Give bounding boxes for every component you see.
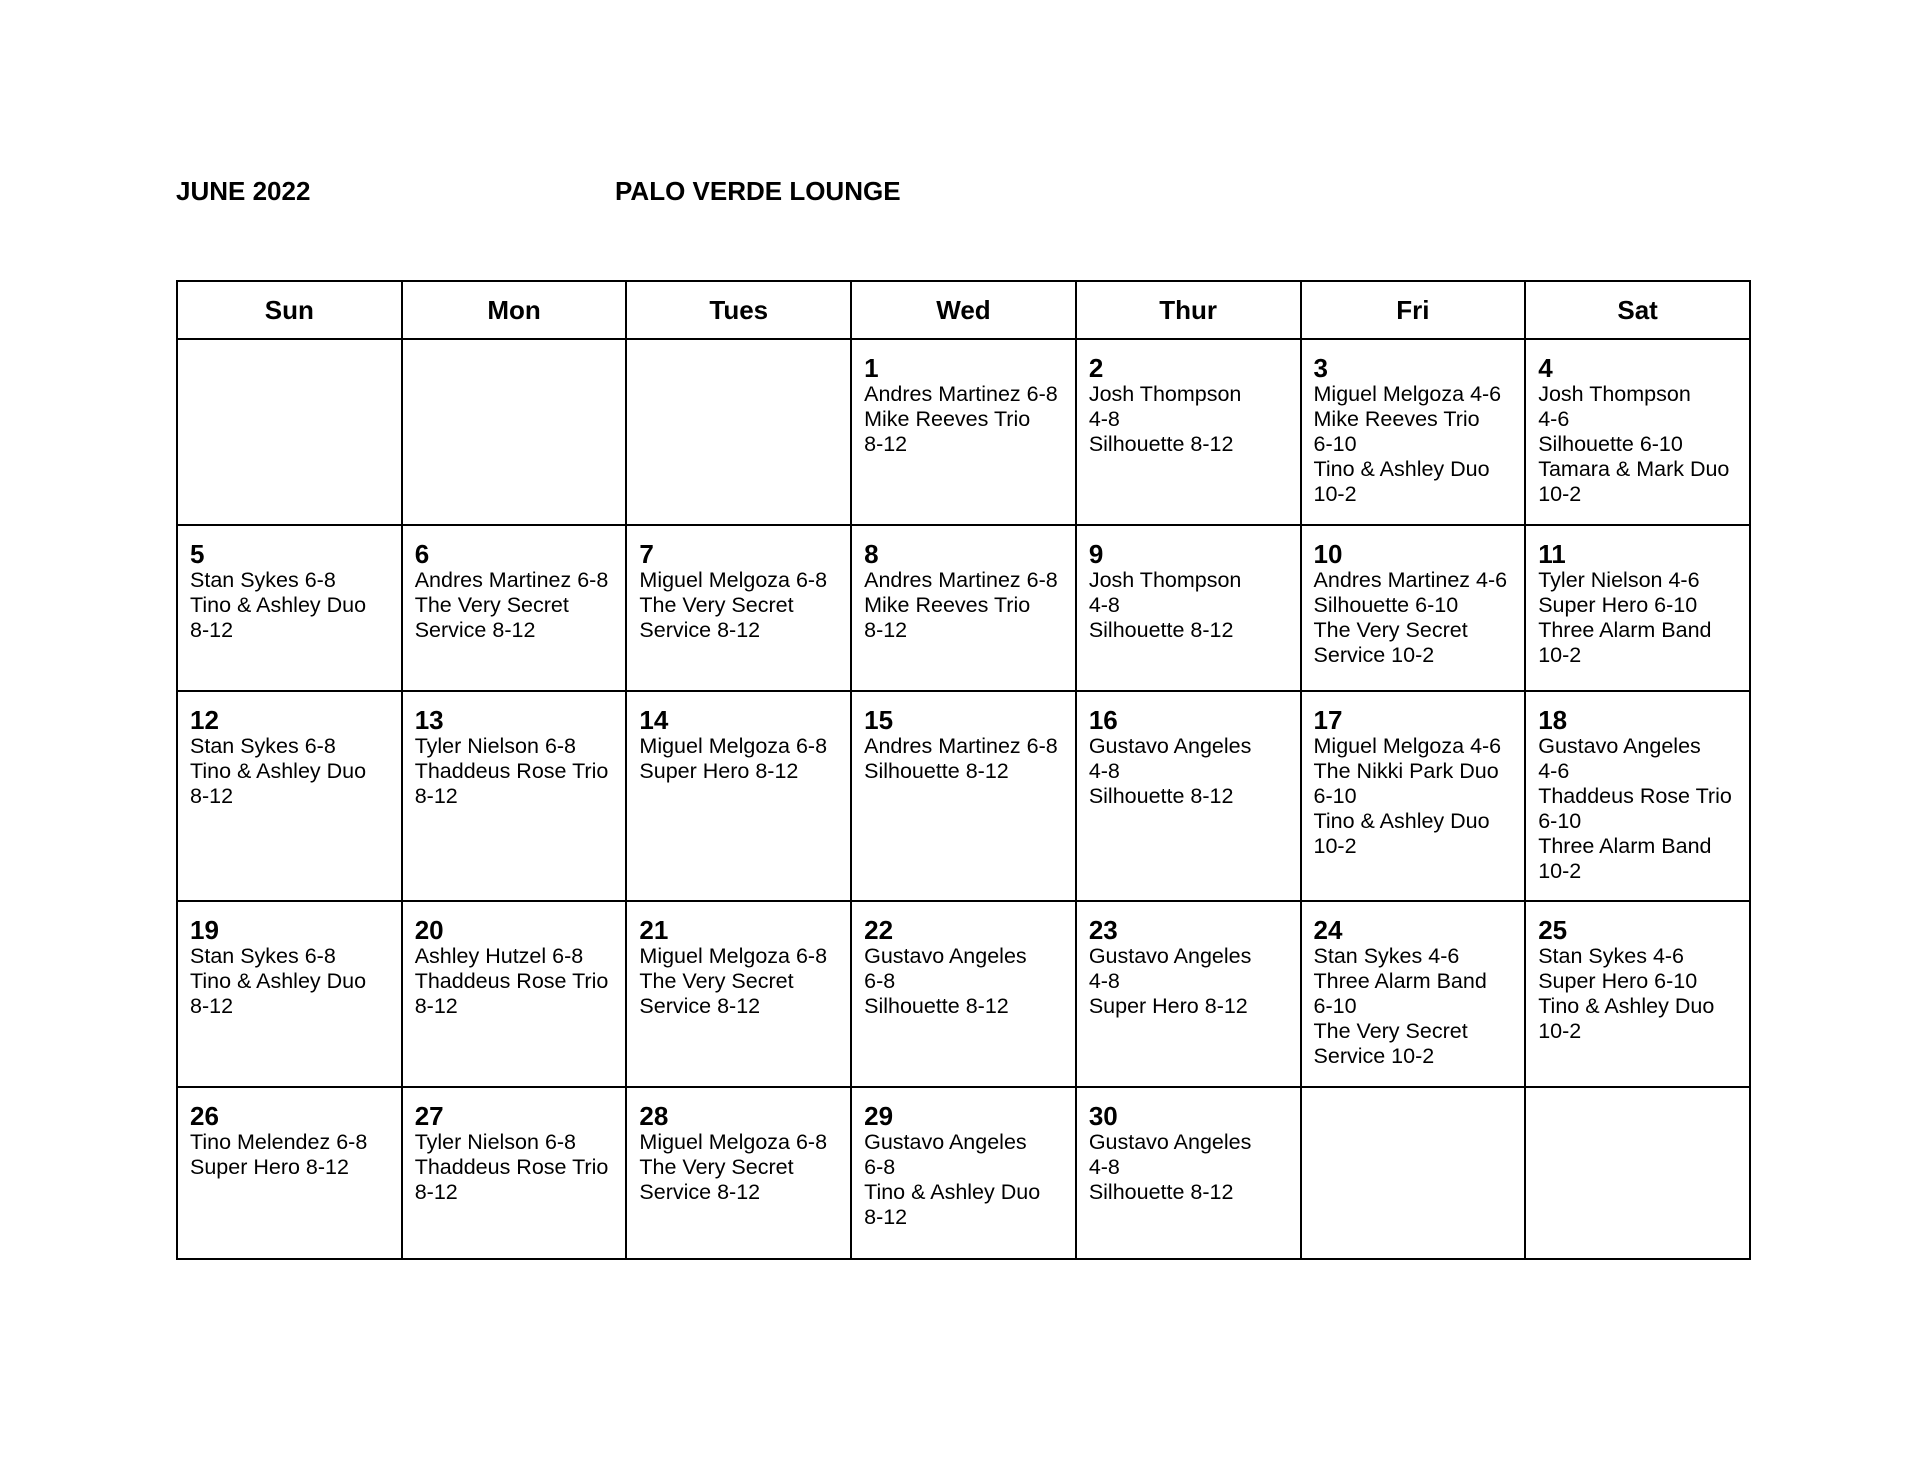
weekday-header-fri: Fri [1301, 281, 1526, 339]
week-row [177, 339, 1750, 525]
day-events: Stan Sykes 4-6 Three Alarm Band 6-10 The Very Secret Service 10-2 [1313, 944, 1487, 1068]
day-cell [1076, 691, 1301, 901]
day-cell [1301, 525, 1526, 691]
day-cell [626, 339, 851, 525]
day-number: 12 [190, 705, 219, 735]
day-number: 28 [639, 1101, 669, 1131]
day-cell [402, 339, 627, 525]
day-cell [1525, 1087, 1750, 1259]
day-number: 17 [1313, 705, 1343, 735]
day-events: Stan Sykes 4-6 Super Hero 6-10 Tino & Ashley Duo 10-2 [1538, 944, 1715, 1043]
day-cell [402, 1087, 627, 1259]
day-cell [177, 525, 402, 691]
day-cell [851, 1087, 1076, 1259]
day-number: 29 [864, 1101, 894, 1131]
weekday-header-wed: Wed [851, 281, 1076, 339]
day-events: Gustavo Angeles 4-6 Thaddeus Rose Trio 6-10 Three Alarm Band 10-2 [1538, 734, 1732, 883]
weekday-header-mon: Mon [402, 281, 627, 339]
day-events: Miguel Melgoza 6-8 The Very Secret Service 8-12 [639, 1130, 828, 1204]
day-cell [1076, 901, 1301, 1087]
day-events: Ashley Hutzel 6-8 Thaddeus Rose Trio 8-12 [414, 944, 609, 1018]
day-cell [177, 691, 402, 901]
day-events: Tyler Nielson 6-8 Thaddeus Rose Trio 8-12 [414, 734, 609, 808]
day-events: Andres Martinez 6-8 Mike Reeves Trio 8-12 [864, 382, 1058, 456]
day-number: 20 [414, 915, 444, 945]
day-events: Gustavo Angeles 4-8 Silhouette 8-12 [1088, 1130, 1252, 1204]
day-cell [626, 901, 851, 1087]
day-number: 23 [1088, 915, 1118, 945]
day-cell [1301, 339, 1526, 525]
day-cell [1525, 691, 1750, 901]
day-cell [1076, 1087, 1301, 1259]
day-number: 27 [414, 1101, 444, 1131]
day-number: 16 [1088, 705, 1118, 735]
day-cell [1301, 691, 1526, 901]
weekday-header-thur: Thur [1076, 281, 1301, 339]
day-cell [402, 691, 627, 901]
day-number: 3 [1313, 353, 1328, 383]
day-number: 6 [414, 539, 430, 569]
day-number: 22 [864, 915, 894, 945]
calendar-table [176, 280, 1751, 1260]
day-events: Tyler Nielson 4-6 Super Hero 6-10 Three Alarm Band 10-2 [1538, 568, 1712, 667]
weekday-header-row [177, 281, 1750, 339]
day-cell [851, 525, 1076, 691]
day-events: Gustavo Angeles 6-8 Silhouette 8-12 [864, 944, 1027, 1018]
day-events: Miguel Melgoza 6-8 The Very Secret Service 8-12 [639, 944, 828, 1018]
day-events: Andres Martinez 6-8 Mike Reeves Trio 8-12 [864, 568, 1058, 642]
day-cell [851, 901, 1076, 1087]
day-events: Miguel Melgoza 6-8 The Very Secret Service 8-12 [639, 568, 828, 642]
day-events: Miguel Melgoza 4-6 The Nikki Park Duo 6-10 Tino & Ashley Duo 10-2 [1313, 734, 1502, 858]
day-cell [851, 339, 1076, 525]
day-events: Josh Thompson 4-8 Silhouette 8-12 [1088, 568, 1242, 642]
day-cell [402, 525, 627, 691]
month-title: JUNE 2022 [176, 176, 311, 206]
day-number: 25 [1538, 915, 1568, 945]
day-events: Stan Sykes 6-8 Tino & Ashley Duo 8-12 [190, 568, 367, 642]
day-events: Andres Martinez 6-8 Silhouette 8-12 [864, 734, 1058, 783]
day-number: 7 [639, 539, 654, 569]
day-number: 15 [864, 705, 894, 735]
day-events: Josh Thompson 4-6 Silhouette 6-10 Tamara & Mark Duo 10-2 [1538, 382, 1730, 506]
day-cell [1525, 525, 1750, 691]
day-cell [626, 691, 851, 901]
weekday-header-sun: Sun [177, 281, 402, 339]
day-events: Tyler Nielson 6-8 Thaddeus Rose Trio 8-12 [414, 1130, 609, 1204]
day-events: Miguel Melgoza 6-8 Super Hero 8-12 [639, 734, 828, 783]
day-number: 14 [639, 705, 669, 735]
day-number: 9 [1088, 539, 1104, 569]
day-events: Gustavo Angeles 4-8 Silhouette 8-12 [1088, 734, 1252, 808]
day-events: Andres Martinez 6-8 The Very Secret Service 8-12 [414, 568, 609, 642]
day-number: 4 [1538, 353, 1553, 383]
day-number: 11 [1538, 539, 1566, 569]
day-events: Josh Thompson 4-8 Silhouette 8-12 [1088, 382, 1242, 456]
day-cell [1525, 339, 1750, 525]
day-events: Stan Sykes 6-8 Tino & Ashley Duo 8-12 [190, 944, 367, 1018]
day-cell [1301, 901, 1526, 1087]
day-number: 26 [190, 1101, 219, 1131]
week-row [177, 691, 1750, 901]
week-row [177, 525, 1750, 691]
day-number: 30 [1088, 1101, 1118, 1131]
day-cell [851, 691, 1076, 901]
day-cell [402, 901, 627, 1087]
day-events: Tino Melendez 6-8 Super Hero 8-12 [190, 1130, 368, 1179]
day-number: 10 [1313, 539, 1343, 569]
day-events: Stan Sykes 6-8 Tino & Ashley Duo 8-12 [190, 734, 367, 808]
day-events: Andres Martinez 4-6 Silhouette 6-10 The Very Secret Service 10-2 [1313, 568, 1508, 667]
day-number: 13 [414, 705, 444, 735]
day-cell [177, 901, 402, 1087]
day-events: Gustavo Angeles 6-8 Tino & Ashley Duo 8-12 [864, 1130, 1041, 1229]
day-number: 2 [1088, 353, 1104, 383]
day-cell [1076, 339, 1301, 525]
day-events: Miguel Melgoza 4-6 Mike Reeves Trio 6-10 Tino & Ashley Duo 10-2 [1313, 382, 1502, 506]
day-number: 19 [190, 915, 219, 945]
day-number: 24 [1313, 915, 1343, 945]
day-cell [1525, 901, 1750, 1087]
day-cell [1076, 525, 1301, 691]
day-cell [177, 339, 402, 525]
day-number: 8 [864, 539, 879, 569]
week-row [177, 1087, 1750, 1259]
weekday-header-tues: Tues [626, 281, 851, 339]
day-cell [626, 1087, 851, 1259]
day-cell [626, 525, 851, 691]
day-cell [1301, 1087, 1526, 1259]
weekday-header-sat: Sat [1525, 281, 1750, 339]
day-number: 21 [639, 915, 669, 945]
day-number: 1 [864, 353, 879, 383]
week-row [177, 901, 1750, 1087]
day-events: Gustavo Angeles 4-8 Super Hero 8-12 [1088, 944, 1252, 1018]
day-number: 5 [190, 539, 205, 569]
venue-title: PALO VERDE LOUNGE [615, 176, 901, 206]
day-cell [177, 1087, 402, 1259]
day-number: 18 [1538, 705, 1568, 735]
